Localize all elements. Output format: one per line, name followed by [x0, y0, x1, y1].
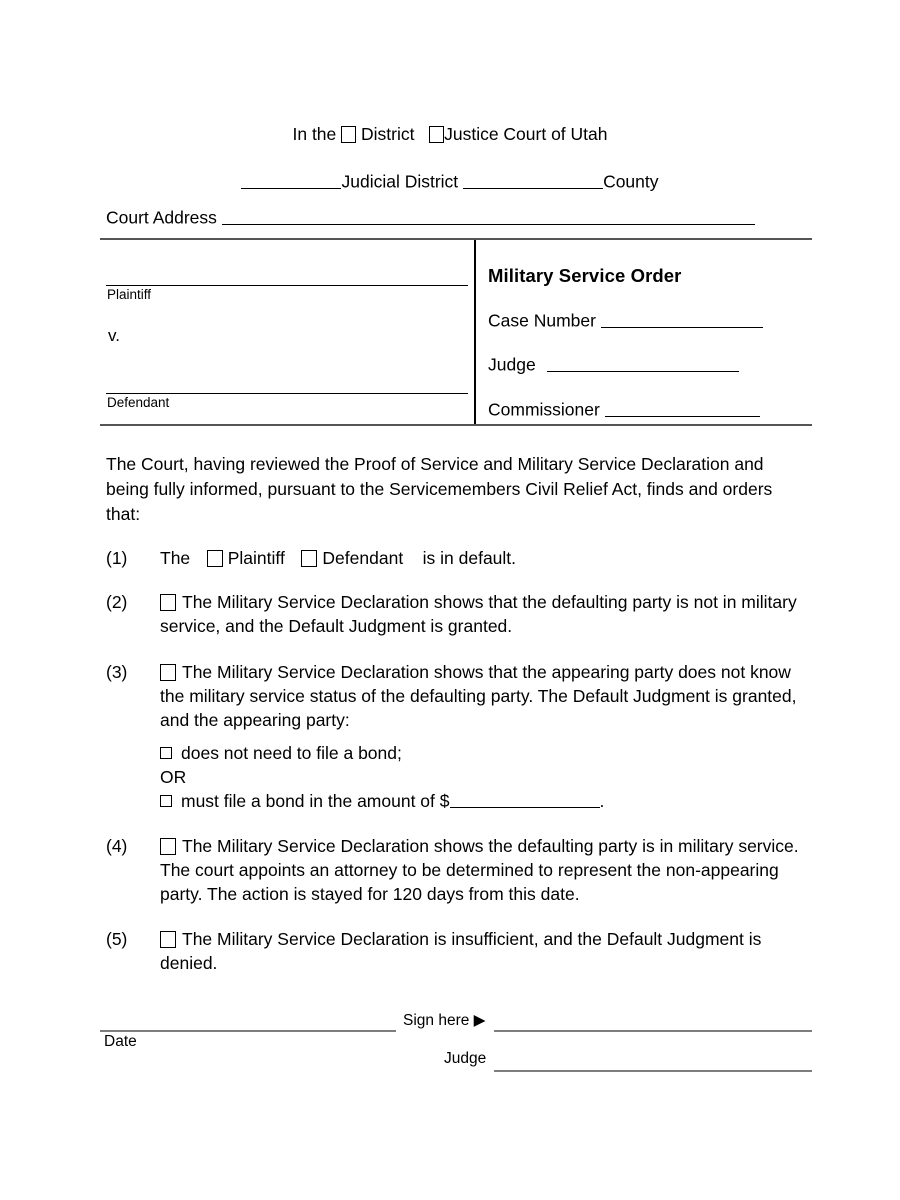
- no-bond-label: does not need to file a bond;: [181, 743, 402, 763]
- item-1-body: [160, 546, 806, 570]
- item-4-number: (4): [106, 836, 128, 856]
- bond-label-after: .: [599, 791, 605, 811]
- commissioner-field: [488, 399, 760, 421]
- court-type-line: [0, 124, 900, 144]
- judge-signature-line[interactable]: [494, 1030, 812, 1032]
- order-item-3: [106, 660, 806, 732]
- versus-label: v.: [108, 326, 120, 345]
- item-1-tail: is in default.: [422, 548, 517, 568]
- caption-parties: [106, 240, 468, 424]
- commissioner-label: Commissioner: [488, 399, 600, 420]
- item-1-option-plaintiff: Plaintiff: [227, 548, 285, 568]
- item-3-sub-option-bond: [160, 789, 800, 813]
- sign-here-marker: [403, 1011, 486, 1030]
- county-blank[interactable]: [463, 171, 603, 189]
- commissioner-blank[interactable]: [605, 399, 760, 417]
- item-2-body: [160, 590, 806, 638]
- order-item-2: [106, 590, 806, 638]
- item-1-number: (1): [106, 548, 128, 568]
- item-4-body: [160, 834, 806, 906]
- item-3-text: The Military Service Declaration shows that the appearing party does not know the military service status of the defaulting party. The Default Judgment is granted, and the appearing party:: [160, 662, 797, 730]
- date-signature-line[interactable]: [100, 1030, 396, 1032]
- document-title: Military Service Order: [488, 265, 682, 286]
- checkbox-district[interactable]: [341, 126, 356, 143]
- plaintiff-label: Plaintiff: [107, 287, 152, 302]
- court-address-line: [106, 207, 806, 229]
- checkbox-status-unknown[interactable]: [160, 664, 176, 681]
- court-address-blank[interactable]: [222, 207, 755, 225]
- judge-field: [488, 354, 739, 376]
- order-item-5: [106, 927, 806, 975]
- checkbox-justice-court[interactable]: [429, 126, 444, 143]
- plaintiff-blank[interactable]: [106, 285, 468, 286]
- item-5-body: [160, 927, 806, 975]
- defendant-label: Defendant: [107, 395, 170, 410]
- checkbox-no-bond-required[interactable]: [160, 747, 172, 759]
- item-3-sub-option-no-bond: [160, 741, 800, 765]
- item-2-text: The Military Service Declaration shows that the defaulting party is not in military service, and the Default Judgment is granted.: [160, 592, 797, 636]
- order-item-1: [106, 546, 806, 570]
- item-3-number: (3): [106, 662, 128, 682]
- county-label: County: [603, 171, 659, 192]
- judge-signature-label: Judge: [444, 1050, 487, 1067]
- case-number-field: [488, 310, 763, 332]
- checkbox-plaintiff-default[interactable]: [207, 550, 223, 567]
- defendant-blank[interactable]: [106, 393, 468, 394]
- caption-box: [100, 238, 812, 426]
- item-4-text: The Military Service Declaration shows the defaulting party is in military service. The court appoints an attorney to be determined to represent the non-appearing party. The action is stayed for 120 days from this date.: [160, 836, 799, 904]
- judge-name-line[interactable]: [494, 1070, 812, 1072]
- item-3-sub-separator: [160, 765, 800, 789]
- in-the-label: In the: [292, 124, 337, 144]
- district-label: District: [361, 124, 415, 144]
- justice-court-label: Justice Court of Utah: [444, 124, 608, 144]
- item-5-text: The Military Service Declaration is insufficient, and the Default Judgment is denied.: [160, 929, 762, 973]
- judicial-district-number-blank[interactable]: [241, 171, 341, 189]
- date-label: Date: [104, 1033, 137, 1050]
- judge-blank[interactable]: [547, 354, 739, 372]
- caption-case-info: [488, 240, 808, 424]
- checkbox-not-in-military-service[interactable]: [160, 594, 176, 611]
- sign-here-arrow-icon: ▶: [473, 1012, 486, 1029]
- judicial-district-label: Judicial District: [341, 171, 459, 192]
- order-item-4: [106, 834, 806, 906]
- judge-name-label: Judge: [488, 354, 536, 375]
- case-number-blank[interactable]: [601, 310, 763, 328]
- checkbox-declaration-insufficient[interactable]: [160, 931, 176, 948]
- checkbox-in-military-service[interactable]: [160, 838, 176, 855]
- item-1-lead: The: [160, 548, 191, 568]
- item-5-number: (5): [106, 929, 128, 949]
- item-2-number: (2): [106, 592, 128, 612]
- checkbox-defendant-default[interactable]: [301, 550, 317, 567]
- bond-amount-blank[interactable]: [450, 790, 600, 808]
- checkbox-bond-required[interactable]: [160, 795, 172, 807]
- or-separator-label: OR: [160, 767, 187, 787]
- bond-label-before: must file a bond in the amount of $: [181, 791, 450, 811]
- case-number-label: Case Number: [488, 310, 596, 331]
- court-address-label: Court Address: [106, 207, 217, 228]
- intro-paragraph: The Court, having reviewed the Proof of Service and Military Service Declaration and being fully informed, pursuant to the Servicemembers Civil Relief Act, finds and orders that:: [106, 454, 773, 524]
- sign-here-label: Sign here: [403, 1012, 470, 1029]
- caption-vertical-divider: [474, 240, 476, 424]
- judicial-district-line: [0, 171, 900, 193]
- item-1-option-defendant: Defendant: [322, 548, 404, 568]
- item-3-body: [160, 660, 806, 732]
